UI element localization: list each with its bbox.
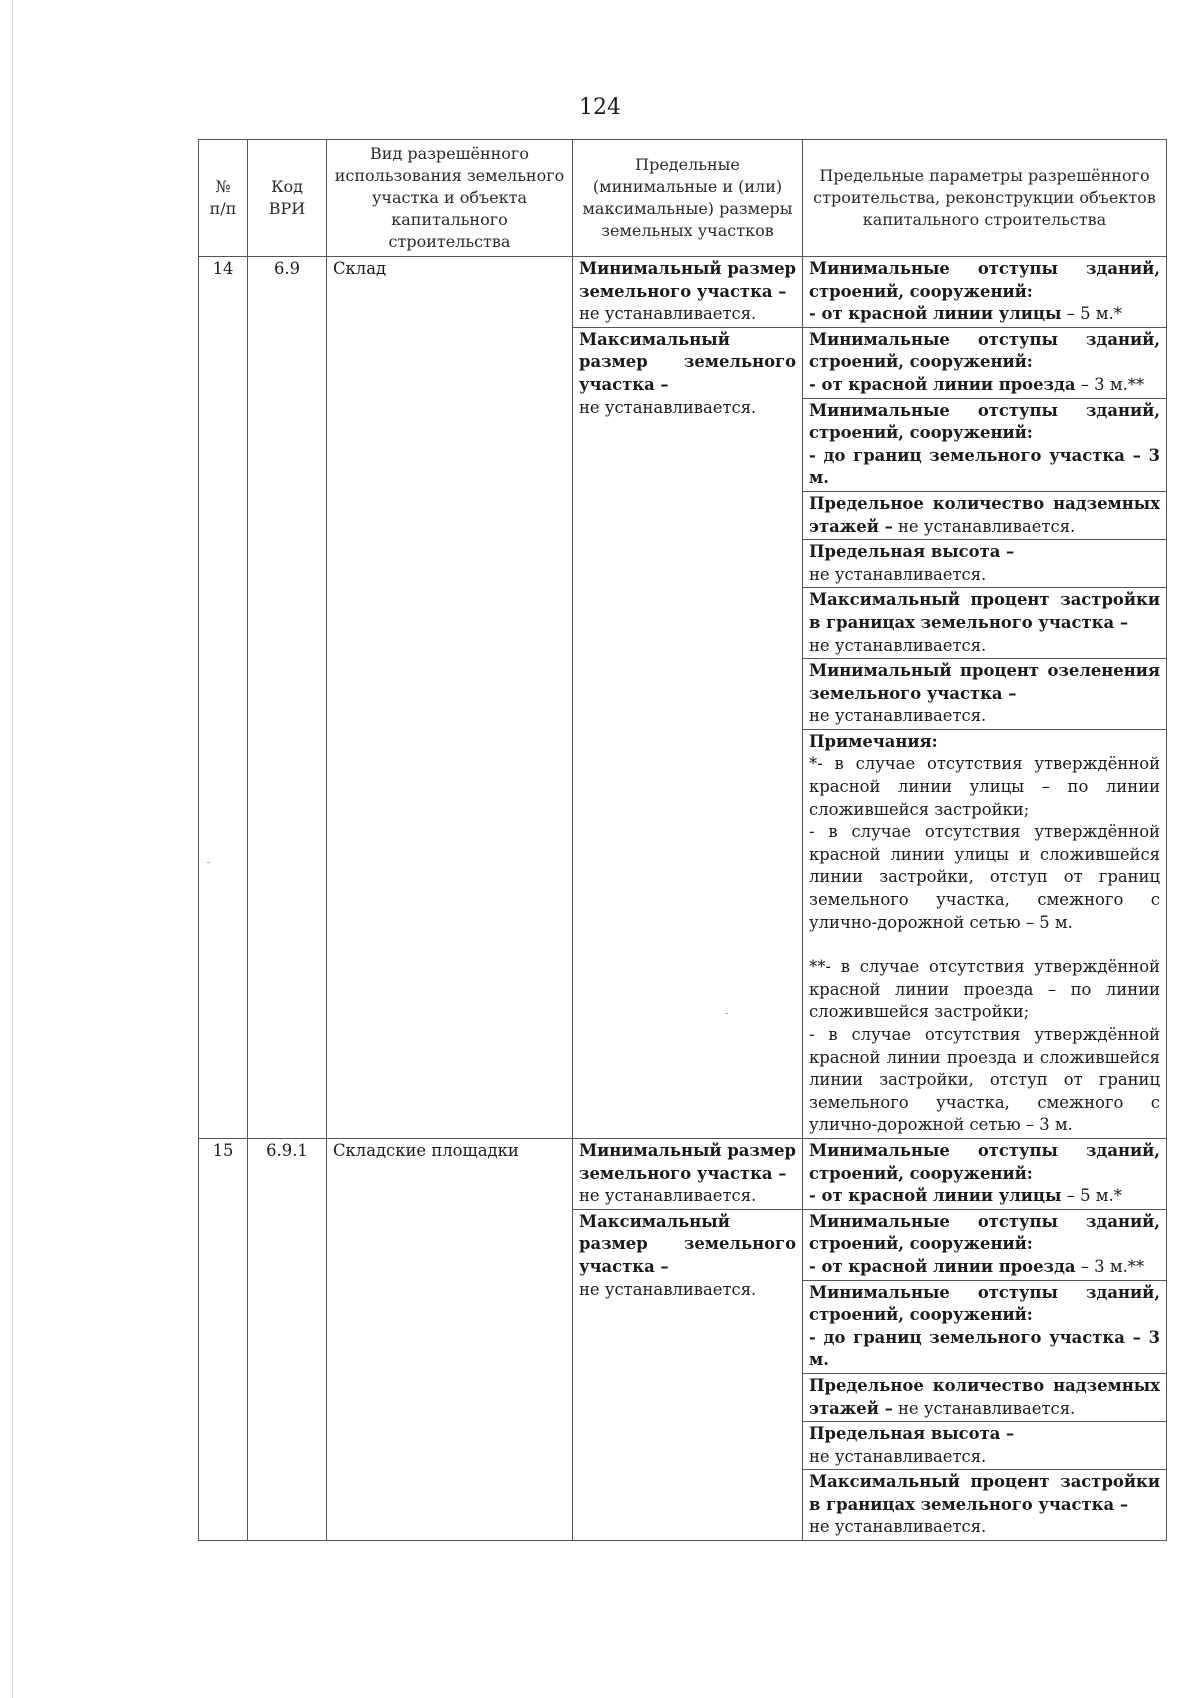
plot-size-max (573, 1209, 802, 1302)
param-item: - от красной линии улицы (809, 1186, 1062, 1206)
header-code: Код ВРИ (248, 140, 327, 257)
param-value: – 5 м.* (1061, 304, 1122, 324)
param-title: Минимальные отступы зданий, строений, сооружений: (809, 1211, 1160, 1254)
plot-size-max-title: Максимальный размер земельного участка – (579, 329, 796, 394)
header-plot-size: Предельные (минимальные и (или) максимальные) размеры земельных участков (573, 140, 803, 257)
param-floors (803, 1373, 1166, 1421)
param-title: Минимальные отступы зданий, строений, сооружений: (809, 1140, 1160, 1183)
row-code: 6.9 (248, 257, 327, 1139)
param-max-coverage (803, 1469, 1166, 1540)
param-setback-driveway (803, 1209, 1166, 1280)
note-item: *- в случае отсутствия утверждённой красной линии улицы – по линии сложившейся застройки; (809, 754, 1160, 819)
plot-size-max-value: не устанавливается. (579, 1279, 757, 1299)
param-title: Минимальные отступы зданий, строений, сооружений: (809, 329, 1160, 372)
notes (803, 729, 1166, 1138)
plot-size-min (573, 257, 802, 327)
param-title: Минимальные отступы зданий, строений, сооружений: (809, 259, 1160, 301)
param-title: Предельное количество надземных этажей – (809, 1375, 1160, 1418)
table-row (199, 257, 1167, 1139)
plot-size-min-title: Минимальный размер земельного участка – (579, 1140, 796, 1183)
param-value: не устанавливается. (892, 516, 1076, 536)
param-value: – 3 м.** (1075, 374, 1145, 394)
table-header-row (199, 140, 1167, 257)
param-value: – 5 м.* (1061, 1186, 1122, 1206)
plot-size-max-title: Максимальный размер земельного участка – (579, 1211, 796, 1276)
param-item: - от красной линии проезда (809, 374, 1076, 394)
param-title: Предельная высота – (809, 542, 1015, 562)
row-build-params (803, 257, 1167, 1139)
note-item: - в случае отсутствия утверждённой красной линии улицы и сложившейся линии застройки, отступ от границ земельного участка, смежного с улично-дорожной сетью – 5 м. (809, 822, 1160, 932)
note-item: - в случае отсутствия утверждённой красной линии проезда и сложившейся линии застройки, отступ от границ земельного участка, смежного с улично-дорожной сетью – 3 м. (809, 1025, 1160, 1135)
param-min-greenery (803, 658, 1166, 729)
row-use-type: Склад (327, 257, 573, 1139)
param-item: - от красной линии улицы (809, 304, 1062, 324)
param-value: не устанавливается. (892, 1398, 1076, 1418)
param-title: Предельное количество надземных этажей – (809, 493, 1160, 536)
header-number: № п/п (199, 140, 248, 257)
header-build-params: Предельные параметры разрешённого строительства, реконструкции объектов капитального строительства (803, 140, 1167, 257)
param-item: - от красной линии проезда (809, 1256, 1076, 1276)
param-value: не устанавливается. (809, 635, 987, 655)
param-setback-driveway (803, 327, 1166, 398)
param-setback-street (803, 257, 1166, 327)
notes-title: Примечания: (809, 731, 938, 751)
param-value: не устанавливается. (809, 706, 987, 726)
table-row (199, 1138, 1167, 1540)
row-build-params (803, 1138, 1167, 1540)
plot-size-max-value: не устанавливается. (579, 397, 757, 417)
plot-size-min (573, 1139, 802, 1209)
row-number: 14 (199, 257, 248, 1139)
param-title: Предельная высота – (809, 1424, 1015, 1444)
param-value: не устанавливается. (809, 1446, 987, 1466)
param-title: Максимальный процент застройки в границах земельного участка – (809, 1472, 1160, 1514)
regulations-table (198, 139, 1167, 1541)
param-height (803, 539, 1166, 587)
plot-size-min-value: не устанавливается. (579, 304, 757, 324)
page-number: 124 (579, 95, 621, 120)
param-setback-street (803, 1139, 1166, 1209)
param-setback-boundary (803, 1280, 1166, 1373)
param-title: Минимальные отступы зданий, строений, сооружений: (809, 400, 1160, 443)
param-title: Минимальный процент озеленения земельного участка – (809, 661, 1160, 703)
row-plot-size (573, 1138, 803, 1540)
row-number: 15 (199, 1138, 248, 1540)
header-use-type: Вид разрешённого использования земельного участка и объекта капитального строительства (327, 140, 573, 257)
param-title: Минимальные отступы зданий, строений, сооружений: (809, 1282, 1160, 1325)
param-floors (803, 491, 1166, 539)
param-max-coverage (803, 587, 1166, 658)
param-value: – 3 м.** (1075, 1256, 1145, 1276)
param-item: - до границ земельного участка – 3 м. (809, 1327, 1160, 1370)
param-title: Максимальный процент застройки в границах земельного участка – (809, 590, 1160, 632)
param-setback-boundary (803, 398, 1166, 491)
row-use-type: Складские площадки (327, 1138, 573, 1540)
scan-edge (12, 0, 13, 1698)
param-height (803, 1421, 1166, 1469)
row-plot-size (573, 257, 803, 1139)
plot-size-max (573, 327, 802, 420)
param-value: не устанавливается. (809, 564, 987, 584)
param-item: - до границ земельного участка – 3 м. (809, 445, 1160, 488)
plot-size-min-title: Минимальный размер земельного участка – (579, 259, 796, 301)
param-value: не устанавливается. (809, 1517, 987, 1537)
plot-size-min-value: не устанавливается. (579, 1186, 757, 1206)
note-item: **- в случае отсутствия утверждённой красной линии проезда – по линии сложившейся застройки; (809, 957, 1160, 1022)
row-code: 6.9.1 (248, 1138, 327, 1540)
